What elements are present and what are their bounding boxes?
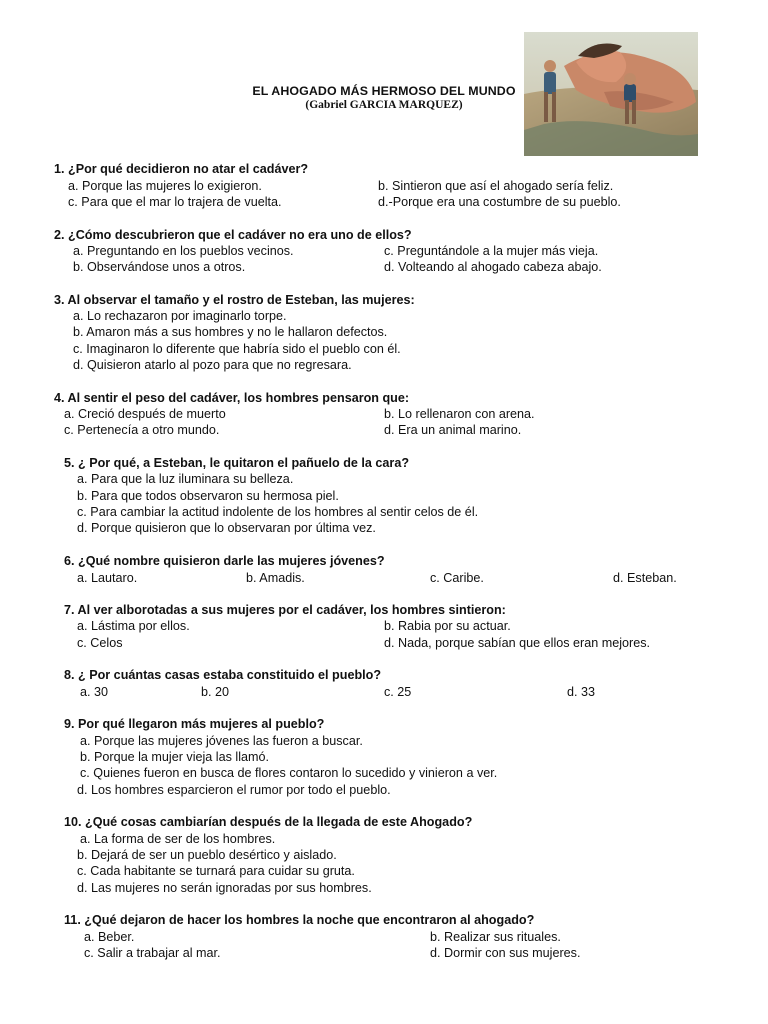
option-7c: c. Celos xyxy=(77,636,123,650)
option-8c: c. 25 xyxy=(384,685,412,699)
option-3d: d. Quisieron atarlo al pozo para que no regresara. xyxy=(73,358,352,372)
option-6a: a. Lautaro. xyxy=(77,571,138,585)
question-5: 5. ¿ Por qué, a Esteban, le quitaron el pañuelo de la cara? xyxy=(64,456,410,470)
option-4c: c. Pertenecía a otro mundo. xyxy=(64,423,220,437)
option-9a: a. Porque las mujeres jóvenes las fueron a buscar. xyxy=(80,734,363,748)
question-1: 1. ¿Por qué decidieron no atar el cadáver? xyxy=(54,162,309,176)
option-11a: a. Beber. xyxy=(84,930,135,944)
option-1c: c. Para que el mar lo trajera de vuelta. xyxy=(68,195,282,209)
option-10a: a. La forma de ser de los hombres. xyxy=(80,832,276,846)
option-6d: d. Esteban. xyxy=(613,571,677,585)
question-4: 4. Al sentir el peso del cadáver, los hombres pensaron que: xyxy=(54,391,410,405)
option-5c: c. Para cambiar la actitud indolente de los hombres al sentir celos de él. xyxy=(77,505,479,519)
option-9b: b. Porque la mujer vieja las llamó. xyxy=(80,750,269,764)
option-4d: d. Era un animal marino. xyxy=(384,423,522,437)
option-3a: a. Lo rechazaron por imaginarlo torpe. xyxy=(73,309,287,323)
option-4b: b. Lo rellenaron con arena. xyxy=(384,407,535,421)
option-10c: c. Cada habitante se turnará para cuidar su gruta. xyxy=(77,864,355,878)
question-8: 8. ¿ Por cuántas casas estaba constituido el pueblo? xyxy=(64,668,382,682)
option-8b: b. 20 xyxy=(201,685,230,699)
document-subtitle: (Gabriel GARCIA MARQUEZ) xyxy=(305,99,463,111)
option-6b: b. Amadis. xyxy=(246,571,305,585)
option-8d: d. 33 xyxy=(567,685,596,699)
option-6c: c. Caribe. xyxy=(430,571,484,585)
option-2a: a. Preguntando en los pueblos vecinos. xyxy=(73,244,294,258)
option-2b: b. Observándose unos a otros. xyxy=(73,260,246,274)
option-2c: c. Preguntándole a la mujer más vieja. xyxy=(384,244,599,258)
option-1b: b. Sintieron que así el ahogado sería feliz. xyxy=(378,179,614,193)
question-6: 6. ¿Qué nombre quisieron darle las mujeres jóvenes? xyxy=(64,554,385,568)
option-10b: b. Dejará de ser un pueblo desértico y aislado. xyxy=(77,848,337,862)
question-11: 11. ¿Qué dejaron de hacer los hombres la noche que encontraron al ahogado? xyxy=(64,913,535,927)
option-5d: d. Porque quisieron que lo observaran por última vez. xyxy=(77,521,376,535)
question-2: 2. ¿Cómo descubrieron que el cadáver no era uno de ellos? xyxy=(54,228,412,242)
option-7b: b. Rabia por su actuar. xyxy=(384,619,511,633)
option-7a: a. Lástima por ellos. xyxy=(77,619,190,633)
option-9c: c. Quienes fueron en busca de flores contaron lo sucedido y vinieron a ver. xyxy=(80,766,498,780)
option-10d: d. Las mujeres no serán ignoradas por sus hombres. xyxy=(77,881,372,895)
question-7: 7. Al ver alborotadas a sus mujeres por el cadáver, los hombres sintieron: xyxy=(64,603,506,617)
question-9: 9. Por qué llegaron más mujeres al pueblo? xyxy=(64,717,325,731)
option-11c: c. Salir a trabajar al mar. xyxy=(84,946,221,960)
question-3: 3. Al observar el tamaño y el rostro de Esteban, las mujeres: xyxy=(54,293,415,307)
document-title: EL AHOGADO MÁS HERMOSO DEL MUNDO xyxy=(252,84,516,98)
option-8a: a. 30 xyxy=(80,685,109,699)
question-10: 10. ¿Qué cosas cambiarían después de la llegada de este Ahogado? xyxy=(64,815,473,829)
option-11b: b. Realizar sus rituales. xyxy=(430,930,561,944)
option-11d: d. Dormir con sus mujeres. xyxy=(430,946,581,960)
option-2d: d. Volteando al ahogado cabeza abajo. xyxy=(384,260,602,274)
option-5a: a. Para que la luz iluminara su belleza. xyxy=(77,472,294,486)
option-3c: c. Imaginaron lo diferente que habría sido el pueblo con él. xyxy=(73,342,401,356)
option-4a: a. Creció después de muerto xyxy=(64,407,226,421)
option-1a: a. Porque las mujeres lo exigieron. xyxy=(68,179,262,193)
option-1d: d.-Porque era una costumbre de su pueblo. xyxy=(378,195,621,209)
option-3b: b. Amaron más a sus hombres y no le hallaron defectos. xyxy=(73,325,388,339)
option-9d: d. Los hombres esparcieron el rumor por todo el pueblo. xyxy=(77,783,391,797)
option-5b: b. Para que todos observaron su hermosa piel. xyxy=(77,489,339,503)
option-7d: d. Nada, porque sabían que ellos eran mejores. xyxy=(384,636,651,650)
